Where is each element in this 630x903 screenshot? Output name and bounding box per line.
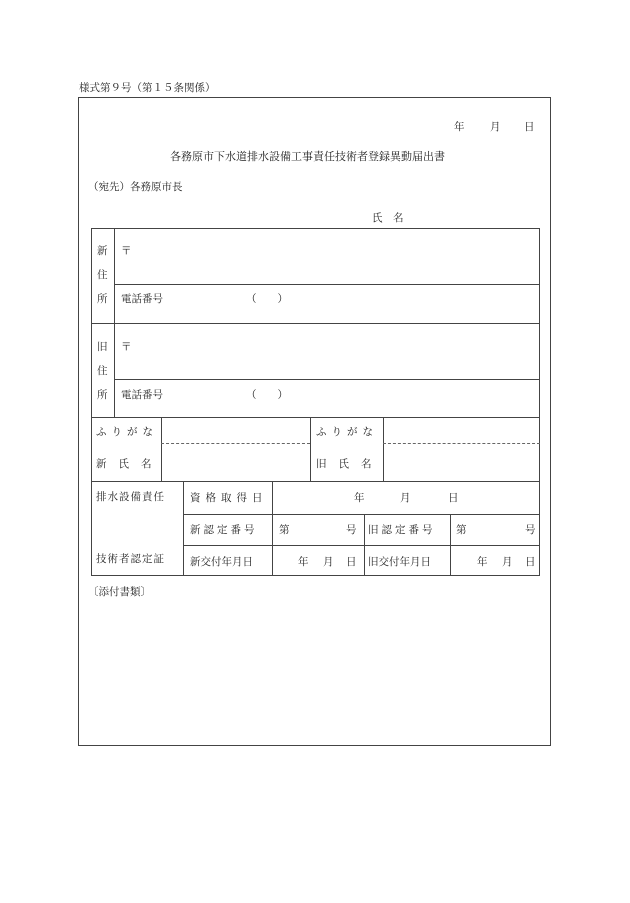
- old-issue-date-label: 旧交付年月日: [368, 556, 431, 568]
- new-phone-parens: （ ）: [246, 293, 288, 305]
- new-issue-date-label: 新交付年月日: [190, 556, 253, 568]
- old-number-dai: 第: [456, 524, 467, 536]
- addressee: （宛先）各務原市長: [88, 181, 183, 193]
- old-address-label-3: 所: [97, 389, 108, 401]
- old-issue-year: 年: [477, 556, 488, 568]
- old-issue-day: 日: [525, 556, 536, 568]
- qualified-year: 年: [354, 492, 365, 504]
- license-col-divider-1: [272, 482, 273, 576]
- old-address-phone-line: [114, 379, 540, 380]
- license-left-top-label: 排水設備責任: [96, 491, 165, 503]
- license-row-divider-2: [183, 545, 540, 546]
- old-number-label: 旧認定番号: [368, 524, 436, 536]
- old-address-label-2: 住: [97, 365, 108, 377]
- date-month-label: 月: [490, 121, 501, 133]
- attachments-label: 〔添付書類〕: [88, 586, 151, 598]
- old-issue-month: 月: [502, 556, 513, 568]
- new-number-go: 号: [346, 524, 357, 536]
- address-section-divider: [91, 323, 540, 324]
- new-postal-mark: 〒: [121, 245, 132, 257]
- old-phone-parens: （ ）: [246, 389, 288, 401]
- new-name-label: 新氏名: [96, 458, 164, 470]
- new-issue-day: 日: [346, 556, 357, 568]
- license-row-divider-1: [183, 514, 540, 515]
- document-title: 各務原市下水道排水設備工事責任技術者登録異動届出書: [170, 150, 445, 163]
- new-number-dai: 第: [279, 524, 290, 536]
- new-address-label-2: 住: [97, 269, 108, 281]
- new-issue-month: 月: [323, 556, 334, 568]
- new-phone-label: 電話番号: [121, 293, 163, 305]
- qualified-date-label: 資格取得日: [190, 492, 268, 504]
- license-left-bottom-label: 技術者認定証: [96, 553, 165, 565]
- name-col-divider-2: [310, 418, 311, 482]
- qualified-day: 日: [448, 492, 459, 504]
- new-address-phone-line: [114, 284, 540, 285]
- name-col-divider-1: [161, 418, 162, 482]
- old-phone-label: 電話番号: [121, 389, 163, 401]
- date-year-label: 年: [454, 121, 465, 133]
- old-postal-mark: 〒: [121, 341, 132, 353]
- applicant-name-label: 氏 名: [372, 212, 404, 224]
- old-furigana-label: ふりがな: [316, 426, 378, 438]
- qualified-month: 月: [400, 492, 411, 504]
- date-day-label: 日: [524, 121, 535, 133]
- license-label-divider: [183, 482, 184, 576]
- old-furigana-dashed-line: [383, 443, 540, 444]
- name-col-divider-3: [383, 418, 384, 482]
- new-furigana-dashed-line: [161, 443, 310, 444]
- new-issue-year: 年: [298, 556, 309, 568]
- old-name-label: 旧氏名: [316, 458, 384, 470]
- new-number-label: 新認定番号: [190, 524, 258, 536]
- form-number: 様式第９号（第１５条関係）: [79, 82, 216, 94]
- new-address-label-3: 所: [97, 293, 108, 305]
- new-address-label-1: 新: [97, 245, 108, 257]
- new-furigana-label: ふりがな: [96, 426, 158, 438]
- old-number-go: 号: [525, 524, 536, 536]
- old-address-label-1: 旧: [97, 341, 108, 353]
